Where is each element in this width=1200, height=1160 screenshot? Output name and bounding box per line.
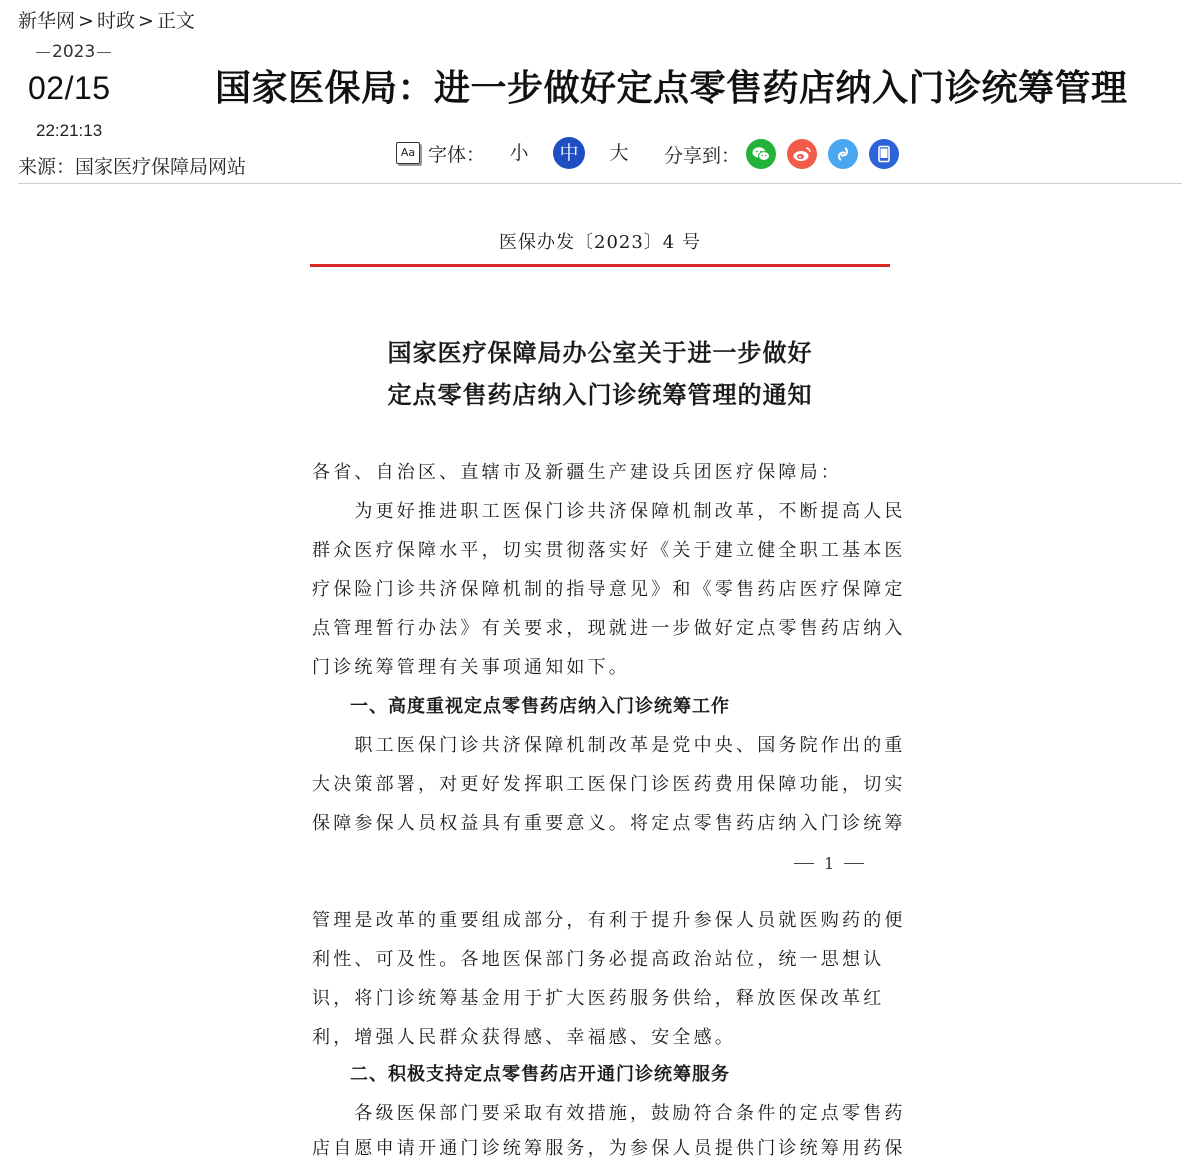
article-source: 来源：国家医疗保障局网站 (18, 156, 247, 178)
page-title: 国家医保局：进一步做好定点零售药店纳入门诊统筹管理 (215, 68, 1128, 109)
font-size-small-button[interactable]: 小 (509, 142, 529, 164)
document-line: 点管理暂行办法》有关要求，现就进一步做好定点零售药店纳入 (312, 618, 906, 639)
document-line: 保障参保人员权益具有重要意义。将定点零售药店纳入门诊统筹 (312, 813, 906, 834)
publish-year-text: 2023 (52, 42, 96, 62)
font-size-icon: Aa (396, 142, 420, 164)
document-red-rule (310, 264, 890, 267)
document-line: 门诊统筹管理有关事项通知如下。 (312, 657, 630, 678)
document-title-line: 定点零售药店纳入门诊统筹管理的通知 (387, 380, 813, 409)
document-line: 职工医保门诊共济保障机制改革是党中央、国务院作出的重 (312, 735, 906, 756)
document-line: 利，增强人民群众获得感、幸福感、安全感。 (312, 1027, 736, 1048)
section-heading: 二、积极支持定点零售药店开通门诊统筹服务 (312, 1064, 730, 1085)
document-line: 各级医保部门要采取有效措施，鼓励符合条件的定点零售药 (312, 1103, 906, 1124)
document-number: 医保办发〔2023〕4 号 (499, 232, 701, 253)
document-line: 利性、可及性。各地医保部门务必提高政治站位，统一思想认 (312, 949, 885, 970)
breadcrumb-home-link[interactable]: 新华网 (18, 10, 76, 32)
page-number-text: 1 (824, 854, 835, 873)
page-number (794, 854, 864, 873)
document-title-line: 国家医疗保障局办公室关于进一步做好 (387, 338, 813, 367)
breadcrumb-section-link[interactable]: 时政 (96, 10, 135, 32)
breadcrumb-separator: > (137, 10, 154, 32)
breadcrumb-separator: > (78, 10, 94, 32)
document-line: 疗保险门诊共济保障机制的指导意见》和《零售药店医疗保障定 (312, 579, 906, 600)
publish-time: 22:21:13 (36, 121, 103, 140)
document-line: 为更好推进职工医保门诊共济保障机制改革，不断提高人民 (312, 501, 906, 522)
document-line: 店自愿申请开通门诊统筹服务，为参保人员提供门诊统筹用药保 (312, 1138, 906, 1159)
font-size-label: 字体： (428, 143, 486, 166)
font-size-medium-button[interactable]: 中 (553, 137, 585, 169)
breadcrumb-current: 正文 (156, 10, 195, 32)
document-line: 大决策部署，对更好发挥职工医保门诊医药费用保障功能，切实 (312, 774, 906, 795)
publish-date: 02/15 (28, 70, 111, 106)
document-line: 识，将门诊统筹基金用于扩大医药服务供给，释放医保改革红 (312, 988, 885, 1009)
document-line: 群众医疗保障水平，切实贯彻落实好《关于建立健全职工基本医 (312, 540, 906, 561)
document-line: 各省、自治区、直辖市及新疆生产建设兵团医疗保障局： (312, 462, 842, 483)
section-heading: 一、高度重视定点零售药店纳入门诊统筹工作 (312, 696, 730, 717)
font-size-large-button[interactable]: 大 (609, 142, 629, 164)
share-label: 分享到： (664, 145, 741, 167)
document-line: 管理是改革的重要组成部分，有利于提升参保人员就医购药的便 (312, 910, 906, 931)
